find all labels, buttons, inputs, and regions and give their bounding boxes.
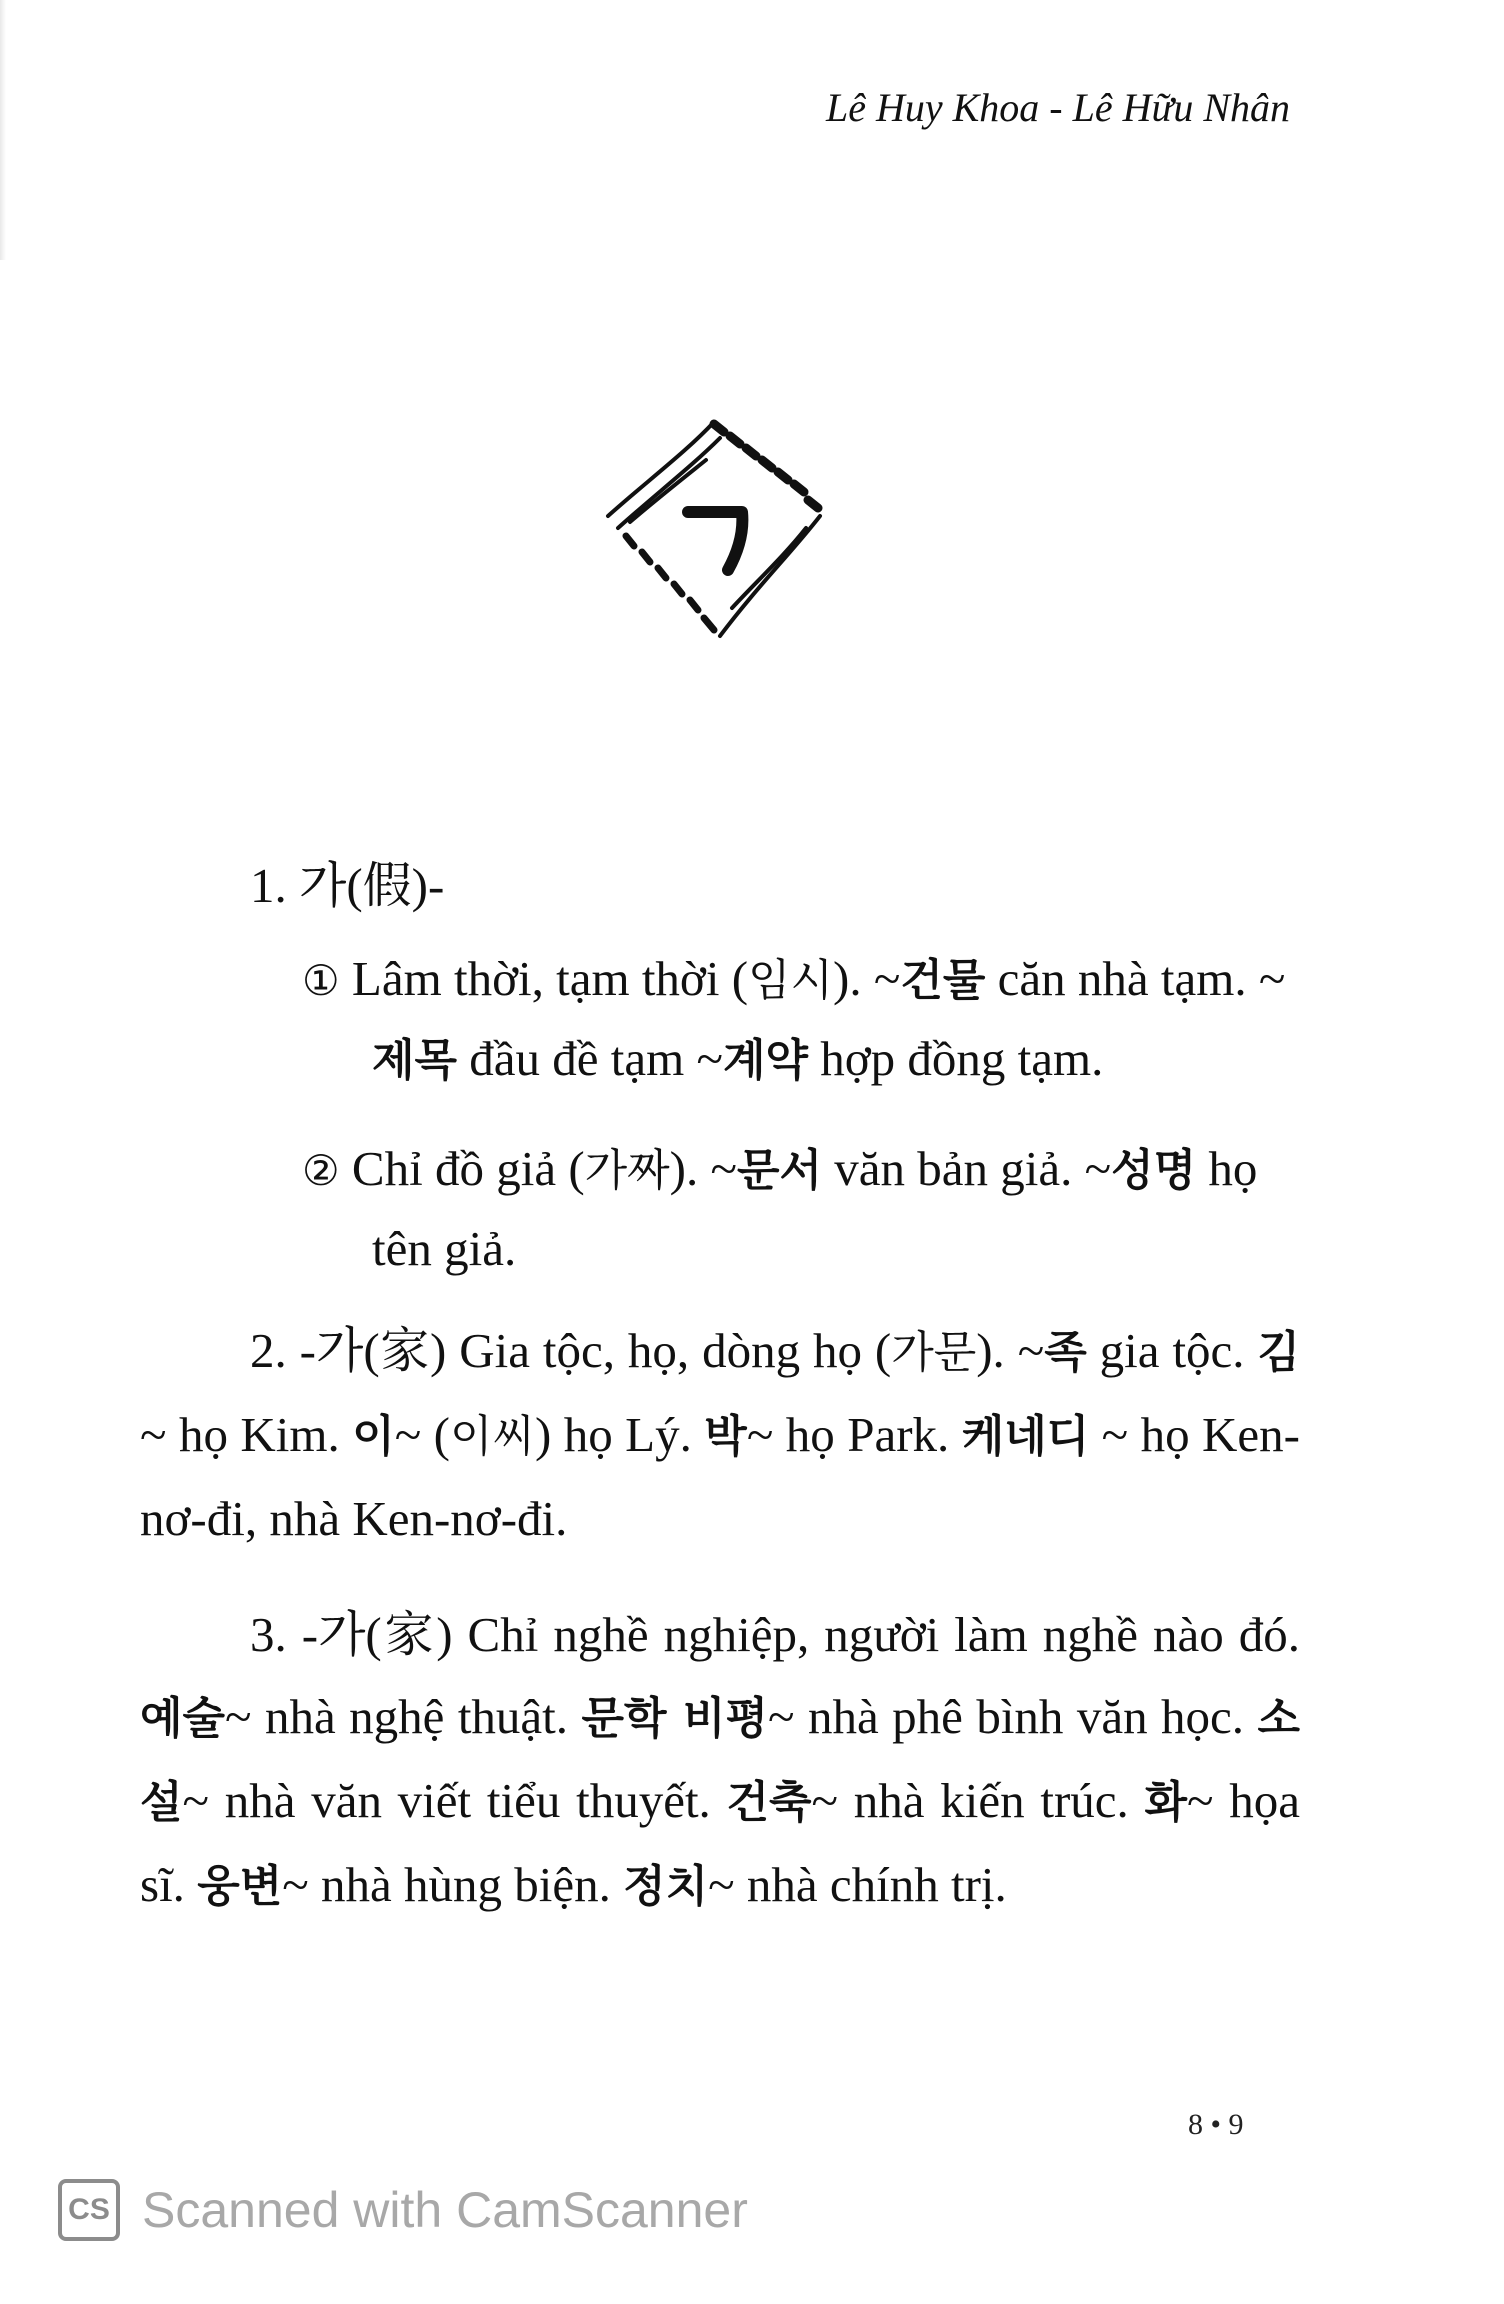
text-run: văn bản giả. ~ [822,1141,1112,1196]
text-run: ~ họ Kim. [140,1407,353,1462]
text-run: ). ~ [833,951,901,1006]
korean-term: 웅변 [197,1861,283,1912]
text-run: ~ nhà phê bình văn học. [768,1689,1258,1744]
running-header-author: Lê Huy Khoa - Lê Hữu Nhân [825,85,1290,130]
text-run: ) họ Lý. [534,1407,705,1462]
korean-term: 정치 [623,1861,709,1912]
text-run: ~ họ Ken-nơ-đi, nhà Ken-nơ-đi. [140,1407,1300,1546]
text-run: ). ~ [669,1141,737,1196]
entry-1-sense-1 [302,940,1300,1100]
korean-term: 건축 [726,1777,812,1828]
korean-term: 임시 [748,955,834,1006]
korean-term: 케네디 [961,1411,1090,1462]
text-run: ). ~ [976,1323,1045,1378]
text-run: ~ nhà văn viết tiểu thuyết. [182,1773,727,1828]
text-run: ~ nhà kiến trúc. [811,1773,1145,1828]
entry-2-paragraph [140,1310,1300,1560]
text-run: ~ nhà nghệ thuật. [225,1689,582,1744]
emblem-giyeok-stroke [688,512,742,570]
korean-term: 소설 [140,1693,1300,1828]
sense-number: ① [302,956,340,1005]
korean-term: 박 [704,1411,747,1462]
text-run: họ tên giả. [372,1141,1258,1276]
text-run: 2. -가(家) Gia tộc, họ, dòng họ ( [250,1323,892,1378]
chapter-giyeok-emblem-icon [596,412,836,652]
camscanner-logo-icon: CS [58,2179,120,2241]
korean-term: 이 [352,1411,395,1462]
page-number: 8 • 9 [1188,2108,1244,2141]
emblem-brush-bottom-right [720,516,820,636]
emblem-dash-top-right [714,424,818,508]
korean-term: 이씨 [449,1411,535,1462]
text-run: hợp đồng tạm. [808,1031,1104,1086]
text-run: đầu đề tạm ~ [457,1031,723,1086]
page-edge-shadow [0,0,6,260]
entry-1-sense-2 [302,1130,1300,1288]
sense-number: ② [302,1146,340,1195]
text-run: ~ họa sĩ. [140,1773,1300,1912]
korean-term: 문학 비평 [581,1693,769,1744]
dictionary-body [140,846,1300,1928]
korean-term: 족 [1044,1327,1087,1378]
text-run: ~ ( [394,1407,450,1462]
korean-term: 문서 [736,1145,822,1196]
korean-term: 가짜 [584,1145,670,1196]
entry-3-paragraph [140,1594,1300,1928]
korean-term: 화 [1144,1777,1187,1828]
emblem-dash-bottom-left [626,536,714,630]
korean-term: 예술 [140,1693,226,1744]
korean-term: 제목 [372,1035,458,1086]
korean-term: 건물 [900,955,986,1006]
text-run: căn nhà tạm. ~ [985,951,1286,1006]
entry-1-heading: 1. 가(假)- [250,858,445,913]
korean-term: 성명 [1111,1145,1197,1196]
text-run: Lâm thời, tạm thời ( [351,951,749,1006]
text-run: ~ nhà chính trị. [708,1857,1007,1912]
text-run: ~ họ Park. [746,1407,962,1462]
korean-term: 김 [1257,1327,1300,1378]
watermark-text: Scanned with CamScanner [142,2182,748,2238]
text-run: Chỉ đồ giả ( [351,1141,585,1196]
korean-term: 가문 [891,1327,977,1378]
text-run: gia tộc. [1086,1323,1258,1378]
text-run: 3. -가(家) Chỉ nghề nghiệp, người làm nghề nào đó. [250,1607,1300,1662]
text-run: ~ nhà hùng biện. [282,1857,624,1912]
camscanner-watermark [58,2170,748,2250]
korean-term: 계약 [723,1035,809,1086]
